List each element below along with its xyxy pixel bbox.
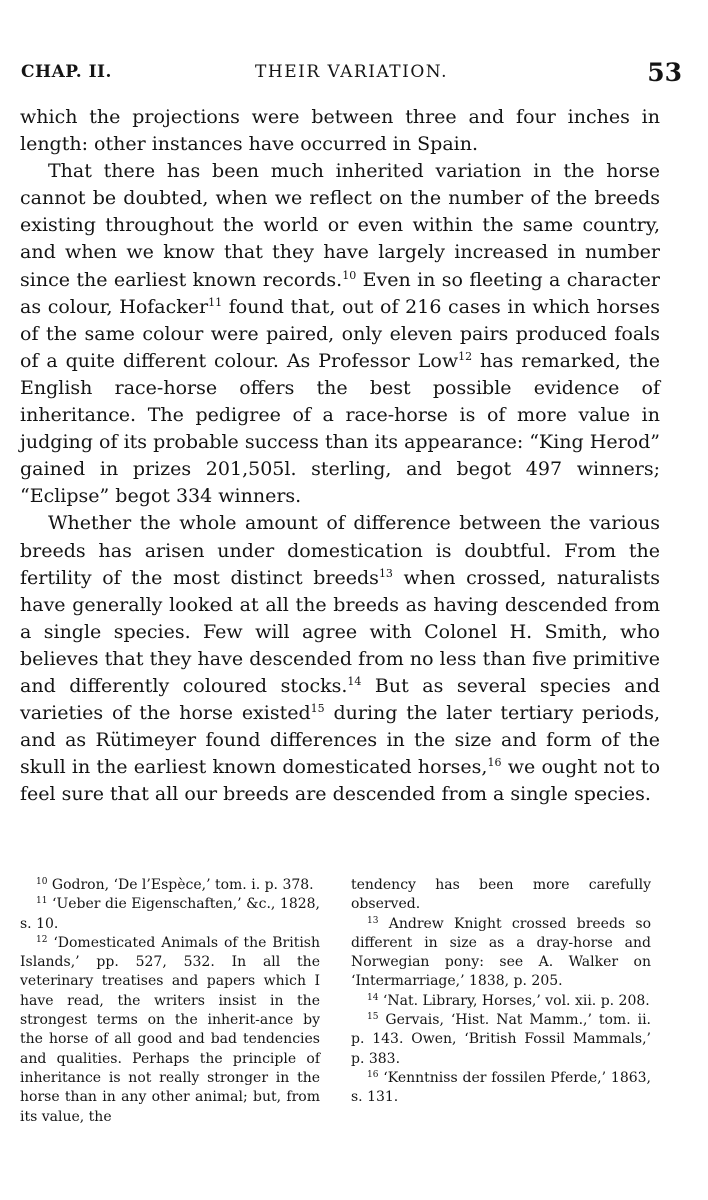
footnote-16-number: 16 [367,1069,379,1080]
footnote-12-continuation: tendency has been more carefully observed. [351,877,651,913]
footnote-12 [20,934,320,1127]
paragraph-3-text-d: during the later tertiary periods, and as Rütimeyer found differences in the size and form of the skull in the earliest known domesticated horses, [20,702,661,779]
paragraph-2-text-b: Even in so fleeting a character as colour, Hofacker [20,268,660,318]
footnote-15-number: 15 [367,1012,379,1023]
footnotes-right-column [351,876,651,1108]
footnotes-left-column [20,876,320,1127]
chapter-label: CHAP. II. [21,62,112,82]
paragraph-2-text-a: That there has been much inherited variation in the horse cannot be doubted, when we reflect on the number of the breeds existing throughout the world or even within the same country, and when we know that they have largely increased in number since the earliest known records. [20,160,660,291]
paragraph-2 [20,158,660,510]
footnote-15-text: Gervais, ‘Hist. Nat Mamm.,’ tom. ii. p. 143. Owen, ‘British Fossil Mammals,’ p. 383. [351,1012,651,1067]
footnote-11-number: 11 [36,896,48,907]
footnote-15 [351,1011,651,1069]
paragraph-1-text: which the projections were between three and four inches in length: other instances have occurred in Spain. [20,106,660,156]
footnote-ref-13: 13 [378,566,393,580]
footnote-ref-11: 11 [208,295,223,309]
paragraph-3-text-c: But as several species and varieties of the horse existed [20,674,660,725]
paragraph-3-text-e: we ought not to feel sure that all our breeds are descended from a single species. [20,756,661,806]
footnote-13-text: Andrew Knight crossed breeds so different in size as a dray-horse and Norwegian pony: see A. Walker on ‘Intermarriage,’ 1838, p. 205. [351,915,651,990]
footnote-ref-15: 15 [310,702,325,716]
footnote-10-text: Godron, ‘De l’Espèce,’ tom. i. p. 378. [47,877,314,893]
footnote-13 [351,915,651,992]
footnote-13-number: 13 [367,915,379,926]
footnote-11-text: ‘Ueber die Eigenschaften,’ &c., 1828, s. 10. [20,896,320,932]
footnote-ref-10: 10 [342,268,357,282]
page-number: 53 [647,58,682,87]
paragraph-3-text-a: Whether the whole amount of difference between the various breeds has arisen under domestication is doubtful. From the fertility of the most distinct breeds [20,512,660,589]
footnote-14 [351,992,651,1011]
footnote-ref-12: 12 [458,349,473,363]
footnote-10-number: 10 [36,877,48,887]
footnote-14-number: 14 [367,992,379,1003]
footnote-ref-14: 14 [347,674,362,688]
paragraph-1 [20,104,660,158]
footnote-16-text: ‘Kenntniss der fossilen Pferde,’ 1863, s. 131. [351,1069,651,1106]
paragraph-2-text-d: has remarked, the English race-horse offers the best possible evidence of inheritance. The pedigree of a race-horse is of more value in judging of its probable success than its appearance: “King Herod” gained in prizes 201,505l. sterling, and begot 497 winners; “Eclipse” begot 334 winners. [20,349,660,508]
running-title: THEIR VARIATION. [255,62,448,82]
paragraph-3-text-b: when crossed, naturalists have generally looked at all the breeds as having descended from a single species. Few will agree with Colonel H. Smith, who believes that they have descended from no less than five primitive and differently coloured stocks. [20,566,660,697]
footnote-12-number: 12 [36,934,48,945]
footnote-10 [20,876,320,895]
footnote-12-text: ‘Domesticated Animals of the British Islands,’ pp. 527, 532. In all the veterinary treatises and papers which I have read, the writers insist in the strongest terms on the inherit-ance by the horse of all good and bad tendencies and qualities. Perhaps the principle of inheritance is not really stronger in the horse than in any other animal; but, from its value, the [20,934,320,1125]
main-text [20,104,660,808]
footnote-16 [351,1069,651,1108]
running-header [21,60,682,92]
paragraph-3 [20,510,660,808]
paragraph-2-text-c: found that, out of 216 cases in which horses of the same colour were paired, only eleven pairs produced foals of a quite different colour. As Professor Low [20,295,661,372]
footnote-11 [20,895,320,934]
footnote-14-text: ‘Nat. Library, Horses,’ vol. xii. p. 208. [378,992,650,1009]
footnote-ref-16: 16 [487,756,502,770]
